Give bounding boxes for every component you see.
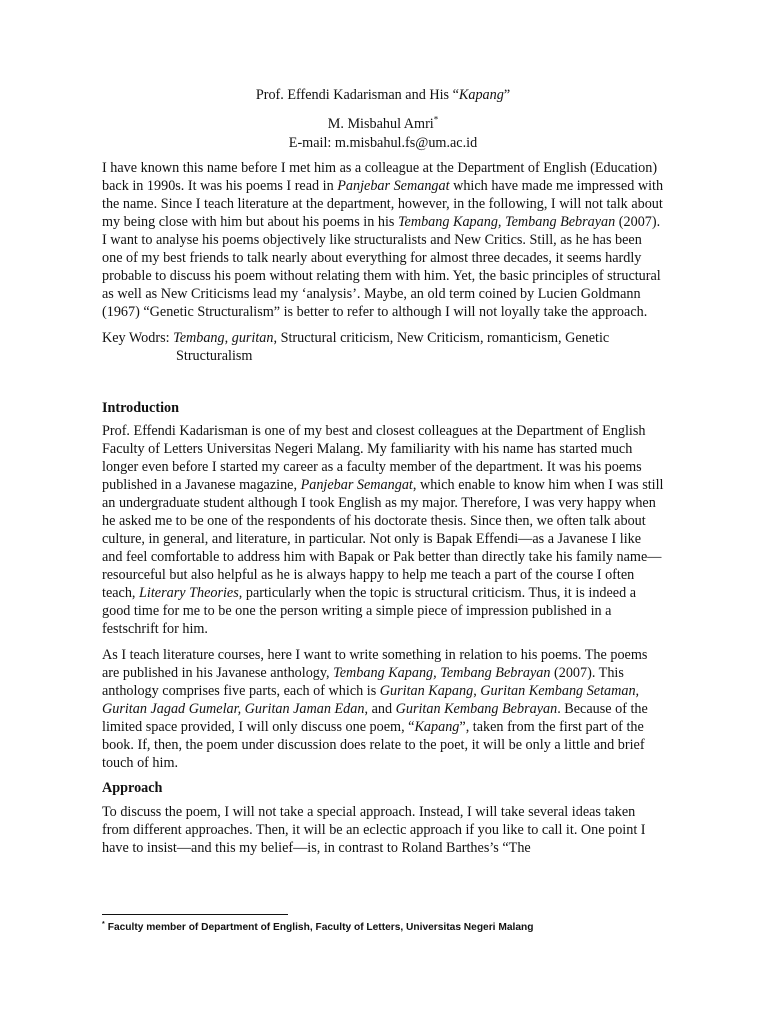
intro-para2-run-2: (2007). This anthology comprises five parts, each of which is: [102, 665, 624, 699]
intro-para2-run-1: Tembang Kapang, Tembang Bebrayan: [333, 665, 551, 681]
intro-para2-run-7: Guritan Kembang Bebrayan: [395, 701, 558, 717]
intro-para2-run-6: , and: [364, 701, 396, 717]
introduction-paragraph-2: [102, 646, 664, 772]
author-name: [102, 115, 664, 134]
title-italic: Kapang: [458, 87, 504, 103]
intro-para2-run-10: ”, taken from the first part of the book. If, then, the poem under discussion does relate to the poet, it will be only a little and brief touch of him.: [102, 719, 645, 771]
approach-para-run-0: To discuss the poem, I will not take a special approach. Instead, I will take several ideas taken from different approaches. Then, it will be an eclectic approach if you like to call it. One point I have to insist—and this my belief—is, in contrast to Roland Barthes’s “The: [102, 804, 646, 856]
intro-para2-run-3: Guritan Kapang: [379, 683, 474, 699]
abstract-run-1: Panjebar Semangat: [337, 178, 450, 194]
author-text: M. Misbahul Amri: [327, 116, 434, 132]
title-prefix: Prof. Effendi Kadarisman and His “: [255, 87, 459, 103]
abstract-run-3: Tembang Kapang, Tembang Bebrayan: [397, 214, 616, 230]
intro-para2-run-8: . Because of the limited space provided, I will only discuss one poem, “: [102, 701, 648, 735]
intro-para1-run-0: Prof. Effendi Kadarisman is one of my best and closest colleagues at the Department of English Faculty of Letters Universitas Negeri Malang. My familiarity with his name has started much longer even before I started my career as a faculty member of the department. It was his poems published in a Javanese magazine,: [102, 423, 646, 493]
abstract-run-0: I have known this name before I met him as a colleague at the Department of English (Education) back in 1990s. It was his poems I read in: [102, 160, 658, 194]
intro-para1-run-4: , particularly when the topic is structural criticism. Thus, it is indeed a good time for me to be one the person writing a simple piece of impression published in a festschrift for him.: [102, 585, 637, 637]
footnote-divider: [102, 914, 288, 915]
introduction-paragraph-1: [102, 422, 664, 638]
keywords-run-4: , Structural criticism, New Criticism, romanticism, Genetic Structuralism: [176, 330, 610, 364]
footnote-mark: *: [102, 920, 105, 928]
abstract-run-2: which have made me impressed with the name. Since I teach literature at the department, however, in the following, I will not talk about my being close with him but about his poems in his: [102, 178, 664, 230]
intro-para1-run-1: Panjebar Semangat: [300, 477, 413, 493]
introduction-heading: Introduction: [102, 400, 179, 416]
intro-para2-run-4: ,: [473, 683, 481, 699]
approach-paragraph: [102, 803, 664, 857]
keywords-body: [102, 330, 609, 364]
abstract-paragraph: [102, 159, 664, 321]
paper-title: [102, 86, 664, 105]
keywords-line: [102, 329, 664, 365]
author-email: E-mail: m.misbahul.fs@um.ac.id: [288, 135, 478, 151]
keywords-run-1: Tembang: [173, 330, 225, 346]
intro-para2-run-9: Kapang: [414, 719, 460, 735]
keywords-run-3: guritan: [231, 330, 274, 346]
intro-para2-run-0: As I teach literature courses, here I want to write something in relation to his poems. The poems are published in his Javanese anthology,: [102, 647, 648, 681]
keywords-run-2: ,: [224, 330, 232, 346]
intro-para2-run-5: Guritan Kembang Setaman, Guritan Jagad Gumelar, Guritan Jaman Edan: [102, 683, 640, 717]
keywords-run-0: Key Wodrs:: [102, 330, 174, 346]
page-content: [102, 86, 664, 857]
footnote: [102, 921, 682, 935]
footnote-text: Faculty member of Department of English, Faculty of Letters, Universitas Negeri Malang: [107, 922, 534, 933]
intro-para1-run-2: , which enable to know him when I was still an undergraduate student although I took English as my major. Therefore, I was very happy when he asked me to be one of the respondents of his doctorate thesis. Since then, we often talk about culture, in general, and literature, in particular. Not only is Bapak Effendi—as a Javanese I like and feel comfortable to address him with Bapak or Pak better than directly take his family name—resourceful but also helpful as he is always happy to help me teach a part of the course I often teach,: [102, 477, 664, 601]
abstract-run-4: (2007). I want to analyse his poems objectively like structuralists and New Critics. Still, as he has been one of my best friends to talk nearly about everything for almost three decades, it seems hardly probable to discuss his poem without relating them with him. Yet, the basic principles of structural as well as New Criticisms lead my ‘analysis’. Maybe, an old term coined by Lucien Goldmann (1967) “Genetic Structuralism” is better to refer to although I will not loyally take the approach.: [102, 214, 661, 320]
approach-heading: Approach: [102, 780, 163, 796]
intro-para1-run-3: Literary Theories: [139, 585, 239, 601]
author-footnote-mark: *: [433, 114, 439, 125]
title-suffix: ”: [503, 87, 511, 103]
